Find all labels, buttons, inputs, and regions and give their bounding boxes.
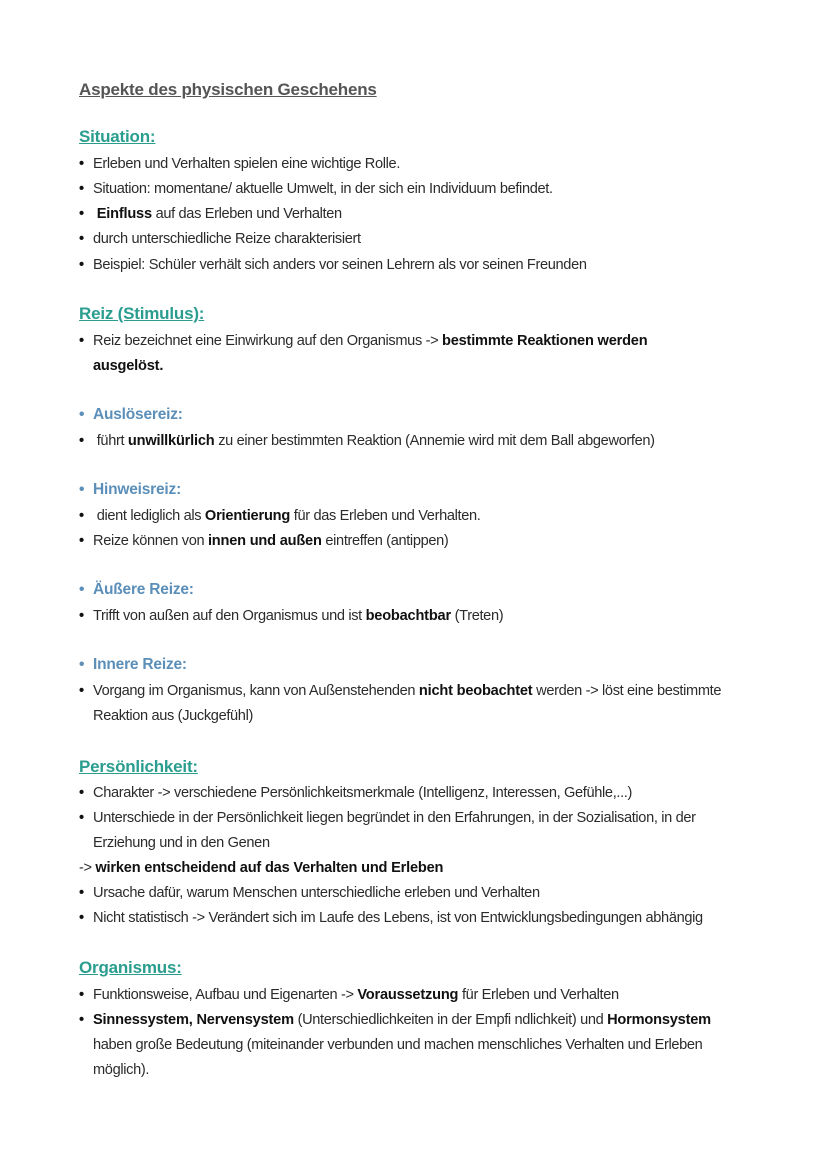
reiz-heading: Reiz (Stimulus): (79, 304, 205, 323)
situation-item-3: • Einfluss auf das Erleben und Verhalten (79, 202, 342, 227)
bullet-icon: • (79, 656, 85, 673)
organismus-item-2: • Sinnessystem, Nervensystem (Unterschiedlichkeiten in der Empfi ndlichkeit) und Hormonsystem (79, 1008, 711, 1033)
aeussere-reize-item: • Trifft von außen auf den Organismus und ist beobachtbar (Treten) (79, 604, 503, 629)
persoenlichkeit-item-4: • Nicht statistisch -> Verändert sich im Laufe des Lebens, ist von Entwicklungsbedingungen abhängig (79, 906, 703, 931)
bullet-icon: • (79, 508, 84, 524)
innere-reize-item: • Vorgang im Organismus, kann von Außenstehenden nicht beobachtet werden -> löst eine bestimmte (79, 679, 721, 704)
bullet-icon: • (79, 333, 84, 349)
bullet-icon: • (79, 885, 84, 901)
bullet-icon: • (79, 581, 85, 598)
situation-item-5: • Beispiel: Schüler verhält sich anders vor seinen Lehrern als vor seinen Freunden (79, 253, 587, 278)
bullet-icon: • (79, 231, 84, 247)
bullet-icon: • (79, 1012, 84, 1028)
bullet-icon: • (79, 257, 84, 273)
bullet-icon: • (79, 206, 84, 222)
bullet-icon: • (79, 608, 84, 624)
bullet-icon: • (79, 181, 84, 197)
hinweisreiz-item-2: • Reize können von innen und außen eintreffen (antippen) (79, 529, 448, 554)
innere-reize-heading: • Innere Reize: (79, 656, 187, 673)
situation-item-2: • Situation: momentane/ aktuelle Umwelt, in der sich ein Individuum befindet. (79, 177, 553, 202)
bullet-icon: • (79, 433, 84, 449)
ausloesereiz-item: • führt unwillkürlich zu einer bestimmten Reaktion (Annemie wird mit dem Ball abgeworfen) (79, 429, 655, 454)
bullet-icon: • (79, 481, 85, 498)
reiz-item-1: • Reiz bezeichnet eine Einwirkung auf den Organismus -> bestimmte Reaktionen werden (79, 329, 647, 354)
persoenlichkeit-item-2: • Unterschiede in der Persönlichkeit liegen begründet in den Erfahrungen, in der Sozialisation, in der (79, 806, 696, 831)
organismus-item-1: • Funktionsweise, Aufbau und Eigenarten -> Voraussetzung für Erleben und Verhalten (79, 983, 619, 1008)
reiz-item-1-cont: ausgelöst. (93, 358, 164, 374)
situation-item-1: • Erleben und Verhalten spielen eine wichtige Rolle. (79, 152, 400, 177)
persoenlichkeit-heading: Persönlichkeit: (79, 757, 198, 776)
bullet-icon: • (79, 156, 84, 172)
situation-item-4: • durch unterschiedliche Reize charakterisiert (79, 227, 361, 252)
persoenlichkeit-item-1: • Charakter -> verschiedene Persönlichkeitsmerkmale (Intelligenz, Interessen, Gefühle,...) (79, 781, 632, 806)
hinweisreiz-item-1: • dient lediglich als Orientierung für das Erleben und Verhalten. (79, 504, 480, 529)
bullet-icon: • (79, 910, 84, 926)
persoenlichkeit-item-2-cont: Erziehung und in den Genen (93, 835, 270, 851)
page-title: Aspekte des physischen Geschehens (79, 80, 377, 99)
organismus-heading: Organismus: (79, 958, 182, 977)
aeussere-reize-heading: • Äußere Reize: (79, 581, 194, 598)
bullet-icon: • (79, 987, 84, 1003)
persoenlichkeit-arrow-line: -> wirken entscheidend auf das Verhalten und Erleben (79, 860, 444, 876)
bullet-icon: • (79, 533, 84, 549)
innere-reize-item-cont: Reaktion aus (Juckgefühl) (93, 708, 253, 724)
ausloesereiz-heading: • Auslösereiz: (79, 406, 183, 423)
situation-heading: Situation: (79, 127, 156, 146)
organismus-item-2-cont-2: möglich). (93, 1062, 150, 1078)
hinweisreiz-heading: • Hinweisreiz: (79, 481, 182, 498)
bullet-icon: • (79, 785, 84, 801)
bullet-icon: • (79, 683, 84, 699)
organismus-item-2-cont-1: haben große Bedeutung (miteinander verbunden und machen menschliches Verhalten und Erleben (93, 1037, 703, 1053)
persoenlichkeit-item-3: • Ursache dafür, warum Menschen unterschiedliche erleben und Verhalten (79, 881, 540, 906)
bullet-icon: • (79, 406, 85, 423)
bullet-icon: • (79, 810, 84, 826)
